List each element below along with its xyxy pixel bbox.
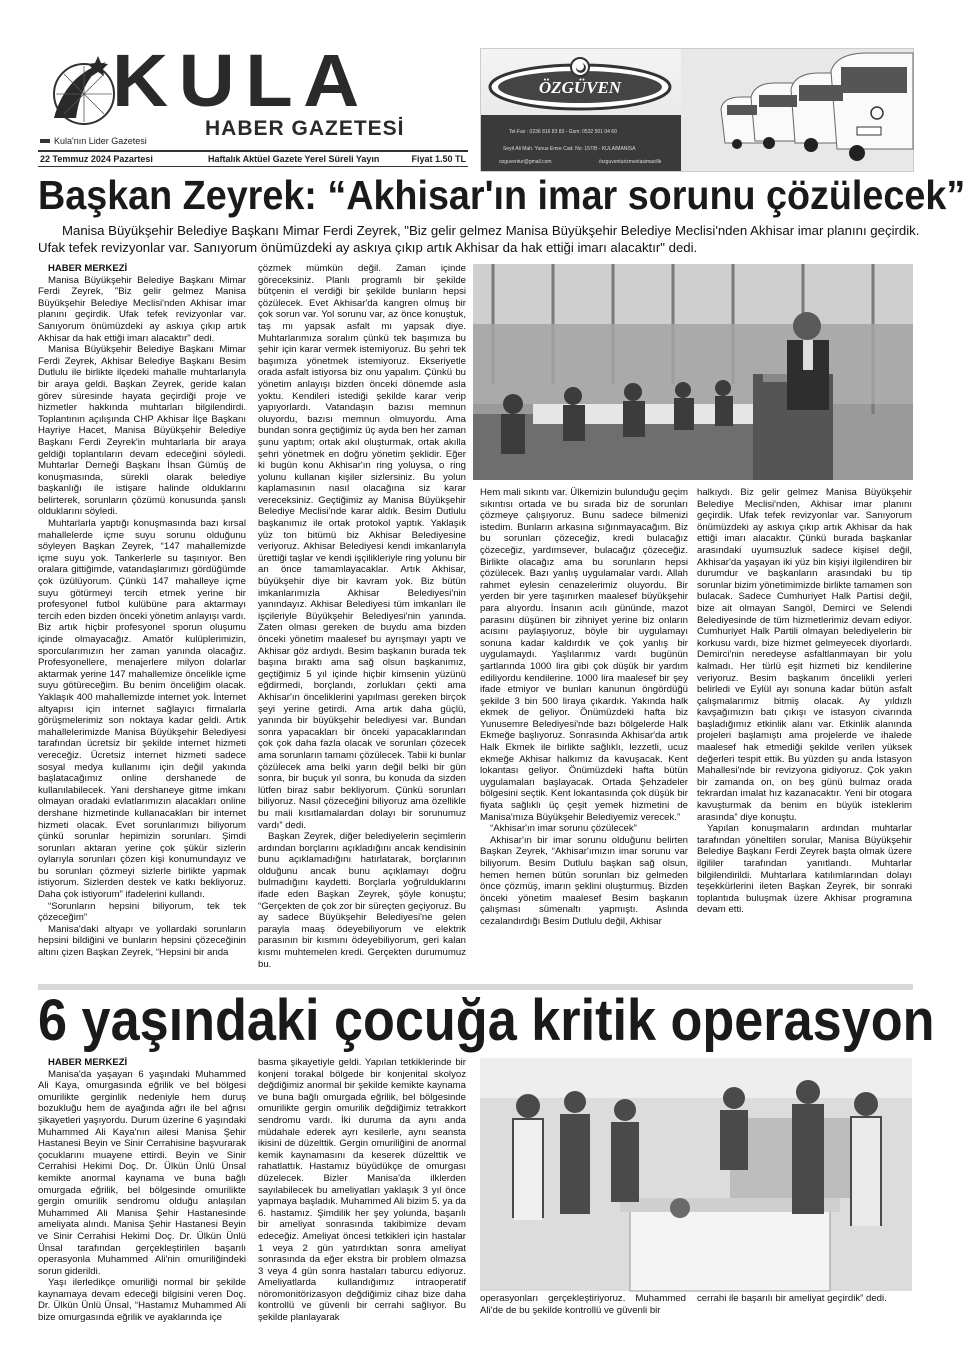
masthead-tagline bbox=[40, 136, 147, 146]
article2-column-2 bbox=[258, 1057, 466, 1324]
ad-phone: Tel-Fax : 0236 816 83 83 - Gsm: 0532 501 04 60 bbox=[509, 129, 617, 135]
article2-column-1 bbox=[38, 1057, 246, 1324]
issue-info-bar bbox=[38, 153, 468, 167]
masthead-rule-top bbox=[38, 150, 468, 152]
publication-type: Haftalık Aktüel Gazete Yerel Süreli Yayın bbox=[208, 154, 380, 164]
article2-kicker: HABER MERKEZİ bbox=[48, 1057, 128, 1068]
paragraph: Yaşı ilerledikçe omuriliği normal bir şekilde kaynamaya devam edeceği bilgisini veren Doç. Dr. Ülkün Ünlü Ünsal, “Hastamız Muhammed Ali bize omurgasında eğrilik ve ayaklarında içe bbox=[38, 1277, 246, 1324]
paragraph: Muhtarlarla yaptığı konuşmasında bazı kırsal mahallelerde içme suyu sorunu olduğunu söyleyen Başkan Zeyrek, “147 mahallemizde içme suyu yok. Tankerlerle su taşınıyor. Ben oralara gittiğimde, vatandaşlarımızı gördüğümde çok üzülüyorum. Çünkü 147 mahalleye içme suyu götürmeyi tercih etmek yerine bir profesyonel futbol kulübüne para aktarmayı tercih eden bizden önceki yönetim anlayışı vardı. Biz artık hiçbir profesyonel sporun oluşumu içinde olmayacağız. Amatör kulüplerimizin, sporcularımızın her zaman yanında olacağız. Profesyonellere, menajerlere milyon dolarlar aktarmak yerine 147 mahallemize öncelikle içme suyu götüreceğim. Bu benim önceliğim olacak. Yaklaşık 400 mahallemizde internet yok. İnternet altyapısı için internet sağlayıcı firmalarla görüşmelerimiz son noktaya kadar geldi. Artık mahallelerimizde Manisa Büyükşehir Belediyesi tarafından ücretsiz bir şekilde internet hizmeti vereceğiz. Ücretsiz internet hizmeti sadece sosyal medya kullanımı için değil yakında başlatacağımız online dershanede de kullanılabilecek. Yani dershaneye gitme imkanı olmayan oradaki evlatlarımızın alacakları online dershane hizmetinde kullanacakları bir internet hizmeti olacak. Evet sorunlarımızı biliyorum çünkü sorunlar hepimizin sorunları. Şimdi sorunları aktaran yerine çok şükür sizlerin oylarıyla sorunları çözen kişi konumundayız ve bu sorunları çözmeyi sizlerle birlikte yapmak istiyorum. Sizlerden destek ve katkı bekliyoruz. Daha çok istiyorum” ifadelerini kullandı. bbox=[38, 518, 246, 901]
advertisement-banner[interactable] bbox=[480, 48, 914, 172]
masthead-subtitle: HABER GAZETESİ bbox=[205, 117, 405, 140]
paragraph: Akhisar'ın bir imar sorunu olduğunu belirten Başkan Zeyrek, “Akhisar'ımızın imar sorunu var biliyorum. Besim Dutlulu başkan sağ olsun, hemen hemen bütün sorunları biz gelmeden önce çözmüş, imarın şeklini oluşturmuş. Bizden önceki yönetim maalesef Besim başkanın çalışması sümenaltı yapmıştı. Aslında cezalandırdığı Besim Dutlulu değil, Akhisar bbox=[480, 834, 688, 927]
article1-meeting-photo bbox=[473, 264, 913, 480]
paragraph: Hem mali sıkıntı var. Ülkemizin bulunduğu geçim sıkıntısı ortada ve bu sırada biz de sorunları çözmeye çalışıyoruz. Bunu sadece bilmenizi istedim. Bunların arkasına sığınmayacağım. Biz bu sorunları çözeceğiz, kredi bulacağız çözeceğiz, yardımsever, bulacağız çözeceğiz. Birlikte olacağız ama bu sorunların hepsi çözülecek. Bazı yanlış uygulamalar vardı. Allah rahmet eylesin cenazelerimiz oluyordu. Bir yerden bir yere taşınırken maalesef büyükşehir para alıyordu. İnsanın acılı gününde, mazot parasını düşünen bir zihniyet yerine biz onların acısını paylaşıyoruz, böyle bir uygulamayı sonuna kadar kaldırdık ve çok yanlış bir uygulamaydı. Yaşlılarımız vardı bugünün şartlarında 1000 lira gibi çok düşük bir yardım ediliyordu kendilerine. 1000 lira maalesef bir şey ifade etmiyor ve bunları kanunun öngördüğü şekilde 3 bin 500 liraya çıkardık. Yakında halk ekmek de geliyor. Önümüzdeki hafta biz Yunusemre Belediyesi'nde bazı bölgelerde Halk Ekmeğe başlıyoruz. Sonrasında Akhisar'da artık Halk Ekmek ile birlikte sağlıklı, lezzetli, ucuz ekmeğe Akhisar halkımız da kavuşacak. Kent lokantası geliyor. Önümüzdeki hafta bütün uygulamaları başlayacak. Ortada Şehzadeler bölgesini seçtik. Kent lokantasında çok düşük bir fiyata sağlıklı üç çeşit yemek hizmetini de Manisa'mıza Büyükşehir Belediyemiz verecek.” bbox=[480, 487, 688, 823]
paragraph: “Akhisar'ın imar sorunu çözülecek” bbox=[490, 823, 637, 835]
article1-headline: Başkan Zeyrek: “Akhisar'ın imar sorunu çözülecek” bbox=[38, 172, 965, 218]
lead-line: Manisa Büyükşehir Belediye Başkanı Mimar Ferdi Zeyrek, "Biz gelir gelmez Manisa Büyükşehir Belediye Meclisi'nden Akhisar imar planını geçirdik. bbox=[62, 223, 920, 238]
paragraph: cerrahi ile başarılı bir ameliyat geçirdik” dedi. bbox=[697, 1293, 887, 1304]
paragraph: operasyonları gerçekleştiriyoruz. Muhammed Ali'de de bu şekilde kontrollü ve güvenli bir bbox=[480, 1293, 686, 1316]
article2-column-4 bbox=[697, 1293, 912, 1317]
paragraph: çözmek mümkün değil. Zaman içinde göreceksiniz. Planlı programlı bir şekilde bütçenin el verdiği bir şekilde bunların hepsi çözülecek. Evet Akhisar'da kangren olmuş bir çok sorun var. Yol sorunu var, az önce konuştuk, taş mı yapsak asfalt mı yapsak diye. Muhtarlarımıza soralım çünkü tek başımıza bu şehir için karar vermek istemiyoruz. Bu şehri tek başımıza yönetmek istemiyoruz. Ekseriyetle orada asfalt istiyorsa biz onu yapalım. Çünkü bu yönetim anlayışı bizden önceki dönemde asla yoktu. Kendileri istediği şekilde karar verip yapıyorlardı. Vatandaşın bazısı memnun oluyordu, bazısı memnun olmuyordu. Ama bundan sonra geçtiğimiz üç ayda ben her zaman şunu yaptım; ortak akıl oluşturmak, ortak akılla şehri yönetmek en doğru yönetim şeklidir. Eğer ki bugün konu Akhisar'ın ring yoluysa, o ring yolunu kullanan kişiler sizlersiniz. Bu yolun kaplamasının nasıl olacağına siz karar vereceksiniz. Geçtiğimiz ay Manisa Büyükşehir Belediye Meclisi'nde karar aldık. Besim Dutlulu başkanımız ile ortak protokol yaptık. Yaklaşık yüz ton bitümü biz Akhisar Belediyesine veriyoruz. Akhisar Belediyesi kendi imkanlarıyla ürettiği taşlar ve kendi işçilikleriyle ring yolunu bir an önce tamamlayacaklar. Artık Akhisar, büyükşehir diye bir kavram yok. Biz bütün imkanlarımızla Akhisar Belediyesi'nin yanındayız. Akhisar Belediyesi tüm imkanları ile işçileriyle Büyükşehir Belediyesi'nin yanında. Zaten olması gereken de buydu ama bizden önceki yönetim maalesef bu ayrışmayı yaptı ve Akhisar göz ardıydı. Besim başkanın burada tek başına bıraktı ama sağ olsun başkanımız, geçtiğimiz 5 yıl içinde hiçbir kimsenin yüzünü eğdirmedi, borçlandı, zorlukları çekti ama Akhisar'ın önceliklerini yapılması gereken birçok şeyi yerine getirdi. Ama artık daha güçlü, yanında bir büyükşehir belediyesi var. Bundan sonra yapacakları bir önceki yapacaklarından çok çok daha fazla olacak ve sorunları çözecek ama sorunların tamamı çözülecek. Tabii ki bunlar çözülecek ama belki yarın değil belki bir gün sonra, bir buçuk yıl sonra, bu konuda da sizden lütfen biraz sabır bekliyorum. Çünkü sorunları biliyoruz. Nasıl çözeceğini biliyoruz ama özellikle bu mali kısıtlamalardan dolayı bir sorunumuz vardı” dedi. bbox=[258, 263, 466, 831]
article1-column-1 bbox=[38, 263, 246, 978]
ad-brand-logo bbox=[485, 55, 675, 115]
paragraph: Başkan Zeyrek, diğer belediyelerin seçimlerin ardından borçlarını açıkladığını ancak kendisinin bunu açıklamadığını hatırlatarak, borçlarının olduğunu ancak bunu açıklamayı doğru bulmadığını kaydetti. Borçlarla yoğrulduklarını ifade eden Başkan Zeyrek, şöyle konuştu; “Gerçekten de çok zor bir süreçten geçiyoruz. Bu ay sadece Büyükşehir Belediyesi'ne gelen parayla maaş ödeyebiliyorum ve elektrik parasının bir kısmını ödeyebiliyorum, geri kalan kısmı muhtemelen kredi. Gerçekten durumumuz bu. bbox=[258, 831, 466, 970]
paragraph: “Sorunların hepsini biliyorum, tek tek çözeceğim” bbox=[38, 900, 246, 924]
paragraph: Manisa'da yaşayan 6 yaşındaki Muhammed Ali Kaya, omurgasında eğrilik ve bel bölgesi omurilikte gerginlik nedeniyle hem duruş bozukluğu hem de ayağında ağrı ile bel ağrısı şikayetleri yaşıyordu. Durum üzerine 6 yaşındaki Muhammed Ali Kaya'nın ailesi Manisa Şehir Hastanesi Beyin ve Sinir Cerrahisine başvurarak çocuklarını muayene ettirdi. Beyin ve Sinir Cerrahisi Hekimi Doç. Dr. Ülkün Ünlü Ünsal kemikte anormal kaynama ve buna bağlı omurgada eğrilik, bel bölgesinde omurilikte gergin omurilik sendromu olduğu anlaşılan Muhammed Ali Manisa Şehir Hastanesinde ameliyata alındı. Manisa Şehir Hastanesi Beyin ve Sinir Cerrahisi Hekimi Doç. Dr. Ülkün Ünlü Ünsal tarafından gerçekleştirilen başarılı operasyonla Muhammed Ali'nin omuriliğindeki sorun giderildi. bbox=[38, 1068, 246, 1277]
ad-address: Seyit Ali Mah. Yunus Emre Cad. No: 157/B - KULA/MANİSA bbox=[503, 146, 636, 152]
masthead-title: KULA bbox=[112, 39, 370, 122]
lead-line: Ufak tefek revizyonlar var. Sanıyorum önümüzdeki ay askıya çıkıp artık Akhisar da hak ettiği imarı alacaktır" dedi. bbox=[38, 240, 698, 255]
article2-headline: 6 yaşındaki çocuğa kritik operasyon bbox=[38, 988, 935, 1053]
ad-minibus-fleet-image bbox=[681, 49, 913, 171]
article1-column-4 bbox=[697, 487, 912, 978]
paragraph: Manisa Büyükşehir Belediye Başkanı Mimar Ferdi Zeyrek, Akhisar Belediye Başkanı Besim Dutlulu ile birlikte ilçedeki mahalle muhtarlarıyla bir araya geldi. Başkan Zeyrek, geride kalan görev süresinde hayata geçirdiği proje ve hizmetler hakkında muhtarları bilgilendirdi. Toplantının açılışında CHP Akhisar İlçe Başkanı Hayriye Hacet, Manisa Büyükşehir Belediye Başkanı Ferdi Zeyrek'in muhtarlarla bir araya geldiği toplantıların devam edeceğini söyledi. Muhtarlar Derneği Başkanı İhsan Gümüş de konuşmasında, sürekli olarak belediye başkanlığı ile istişare halinde olduklarını belirterek, sorunların çözümü konusunda şanslı olduklarını söyledi. bbox=[38, 344, 246, 518]
article1-lead bbox=[38, 222, 920, 256]
article1-column-3 bbox=[480, 487, 688, 978]
article2-column-3 bbox=[480, 1293, 686, 1317]
paragraph: basma şikayetiyle geldi. Yapılan tetkiklerinde bir konjeni torakal bölgede bir konjenital skolyoz değdiğimiz anormal bir şekilde kemikte kaynama ve buna bağlı omurgada eğrilik, bel bölgesinde omurilikte gergin omurilik değdiğimiz tetrakkort sendromu vardı. İki duruma da aynı anda müdahale ederek ayrı kesilerle, aynı seansta ikisini de düzelttik. Gergin omuriliğini de anormal kemik kaynamasını da keserek düzelttik ve rahatlattık. Hastamız büyüdükçe de omurgası düzelecek. Bizler Manisa'da ilklerden sayılabilecek bu ameliyatları yaklaşık 3 yıl önce yapmaya başladık. Muhammed Ali bizim 5. ya da 6. hastamız. Şimdilik her şey yolunda, başarılı bir ameliyat sonrasında takibimize devam edeceğiz. Ameliyat öncesi tetkikleri için hastalar 1 veya 2 gün yatırdıktan sonra ameliyat sonrasında da eğer ekstra bir problem olmazsa 3 veya 4 gün sonra hastaları taburcu ediyoruz. Ameliyatlarda kullandığımız intraoperatif nöromonitörizasyon değdiğimiz cihaz bize daha kontrollü ve güvenli bir cerrahi sağlıyor. Bu şekilde planlayarak bbox=[258, 1057, 466, 1324]
tagline-bar bbox=[40, 139, 50, 143]
ad-brand-name: ÖZGÜVEN bbox=[538, 78, 622, 97]
issue-date: 22 Temmuz 2024 Pazartesi bbox=[40, 154, 153, 164]
article1-column-2 bbox=[258, 263, 466, 978]
masthead-rule-bottom bbox=[38, 166, 468, 167]
article1-kicker: HABER MERKEZİ bbox=[48, 263, 128, 274]
ad-instagram: /ozguventurizmvetasimacilik bbox=[599, 159, 662, 165]
tagline-text: Kula'nın Lider Gazetesi bbox=[54, 136, 147, 146]
ad-email: ozguventur@gmail.com bbox=[499, 159, 552, 165]
paragraph: Manisa'daki altyapı ve yollardaki sorunların hepsini bildiğini ve bunların hepsini çözeceğinin altını çizen Başkan Zeyrek, “Hepsini bir anda bbox=[38, 923, 246, 959]
article2-hospital-photo bbox=[480, 1058, 912, 1291]
paragraph: Manisa Büyükşehir Belediye Başkanı Mimar Ferdi Zeyrek, "Biz gelir gelmez Manisa Büyükşehir Belediye Meclisi'nden Akhisar imar planını geçirdik. Ufak tefek revizyonlar var. Sanıyorum önümüzdeki ay askıya çıkıp artık Akhisar da hak ettiği imarı alacaktır" dedi. bbox=[38, 274, 246, 344]
paragraph: halkıydı. Biz gelir gelmez Manisa Büyükşehir Belediye Meclisi'nden, Akhisar imar planını geçirdik. Ufak tefek revizyonlar var. Sanıyorum önümüzdeki ay askıya çıkıp artık Akhisar da hak ettiği imarı alacaktır. Çünkü burada başkanlar arasındaki uyumsuzluk sadece kişisel değil, Akhisar'da yaşayan iki yüz bin kişiyi ilgilendiren bir durumdur ve başkanların arasındaki bu tip sorunlar bizim yönetimimizde birlikte tamamen son bulacak. Sadece Cumhuriyet Halk Partisi değil, bize ait olmayan Sangöl, Demirci ve Selendi Belediyesinde de tüm hizmetlerimiz devam ediyor. Cumhuriyet Halk Partili olmayan belediyelerin bir korkusu vardı, bize hizmet gelmeyecek diyorlardı. Demirci'nin neredeyse asfaltlanmayan bir yolu kalmadı. Her türlü eşit hizmeti biz kendilerine veriyoruz. Besim başkanım öncelikli yerleri belirledi ve Eylül ayı sonuna kadar bütün asfalt çalışmalarımız bitmiş olacak. Ay yıldızlı kavşağımızın batı çıkışı ve istasyon civarında başladığımız etkinlik alanı var. Etkinlik alanında projeleri başlamıştı ama projelerde ve ihalede maalesef hak etmediği şekilde verilen yüksek değerleri tespit ettik. Bu yüzden şu anda İstasyon Mahallesi'nde bir revizyona gidiyoruz. Çok yakın bir zamanda on, on beş günü bulmaz orada tekrardan imalat hız kazanacaktır. Yeni bir otogara kavuşturmak da benim en büyük isteklerim arasında” diye konuştu. bbox=[697, 487, 912, 823]
paragraph: Yapılan konuşmaların ardından muhtarlar tarafından yöneltilen sorular, Manisa Büyükşehir Belediye Başkanı Ferdi Zeyrek başta olmak üzere ilgililer tarafından yanıtlandı. Muhtarlar bilgilendirildi. Muhtarlara katılımlarından dolayı teşekkürlerini ileten Başkan Zeyrek, bir sonraki toplantıda buluşmak üzere Akhisar programına devam etti. bbox=[697, 823, 912, 916]
issue-price: Fiyat 1.50 TL bbox=[411, 154, 466, 164]
